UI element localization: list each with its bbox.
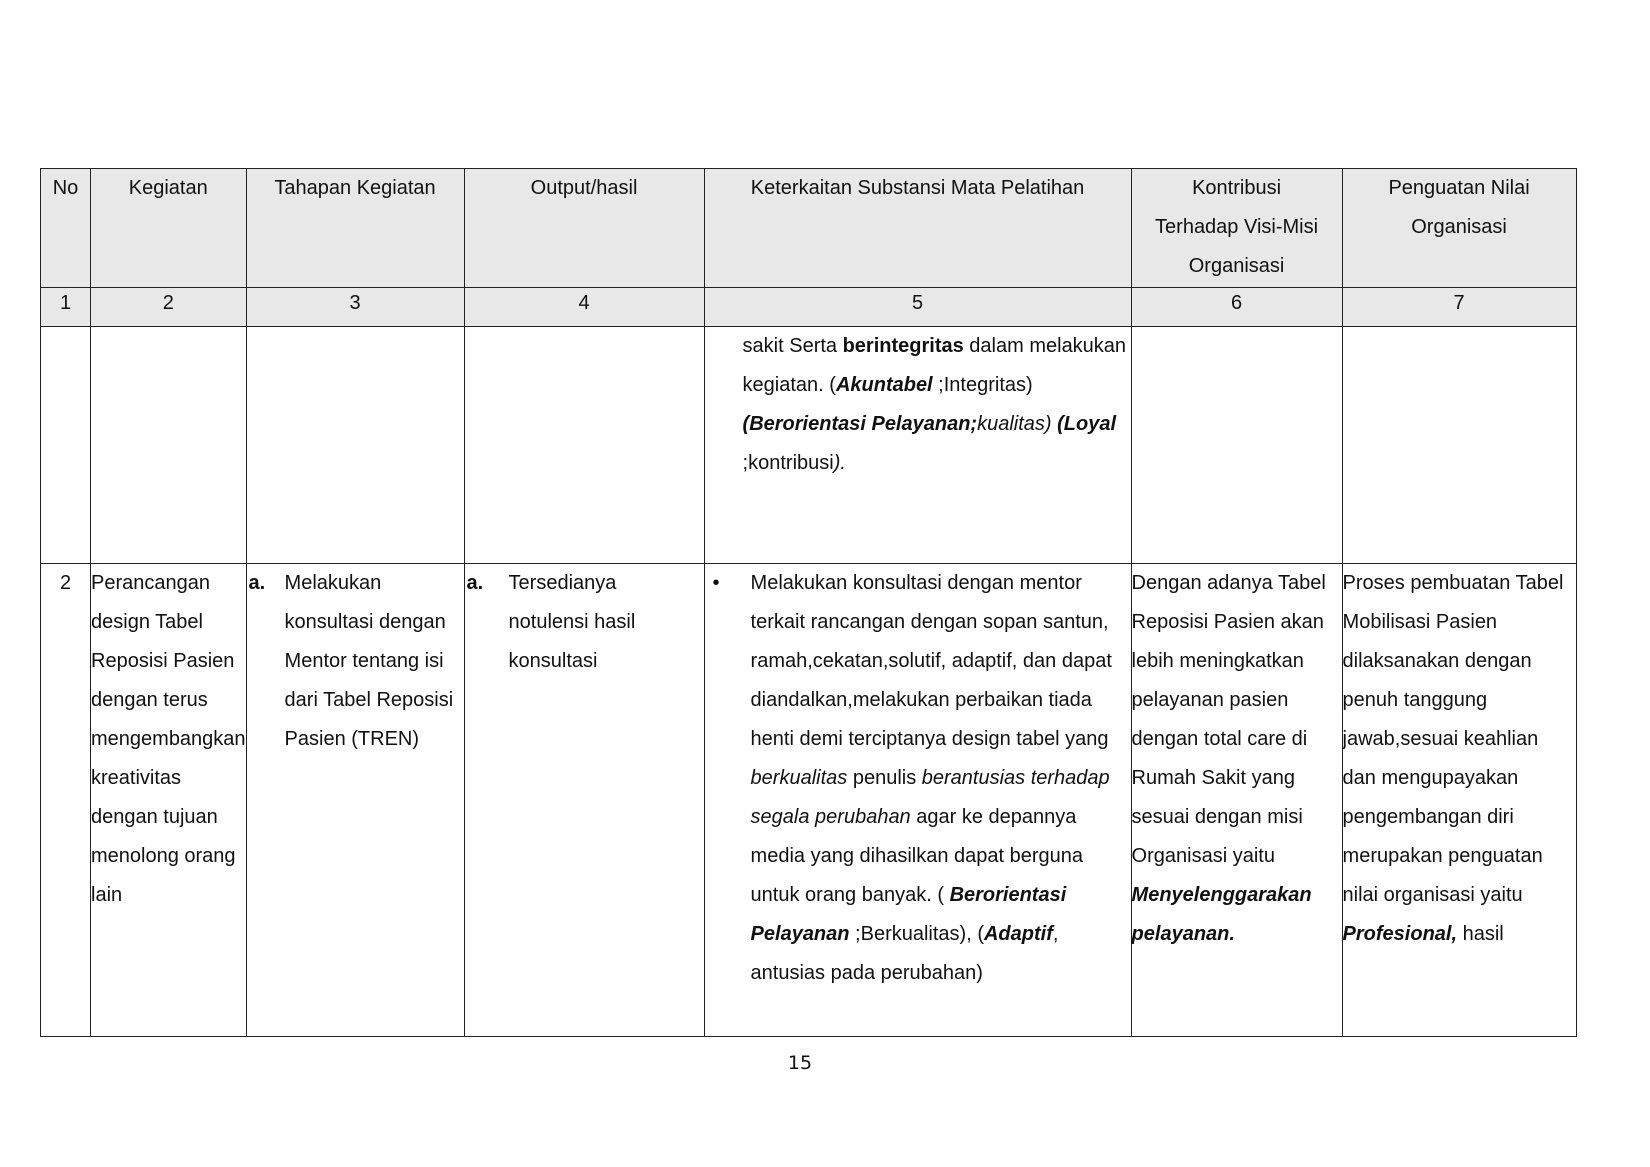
cell-empty [1342,327,1576,564]
text-run: , antusias pada perubahan) [750,923,1059,984]
text-run-bold-italic: Berorientasi Pelayanan [750,884,1067,945]
cell-keterkaitan [704,564,1131,1037]
table-row-2 [41,564,1577,1037]
column-number: 3 [246,288,464,327]
text-run-bold-italic: (Loyal [1057,413,1117,435]
text-run-bold: berintegritas [842,335,964,357]
page-number: 15 [787,1052,813,1074]
text-run-italic: kualitas) [977,413,1058,435]
cell-tahapan [246,564,464,1037]
header-keterkaitan: Keterkaitan Substansi Mata Pelatihan [704,169,1131,288]
column-number: 6 [1131,288,1342,327]
column-number: 5 [704,288,1131,327]
text-run: Proses pembuatan Tabel Mobilisasi Pasien dilaksanakan dengan penuh tanggung jawab,sesuai keahlian dan mengupayakan pengembangan diri merupakan penguatan nilai organisasi yaitu [1342,572,1564,906]
cell-no: 2 [41,564,91,1037]
text-run-bold-italic: (Berorientasi Pelayanan; [742,413,978,435]
text-run: ;kontribusi [742,452,834,474]
output-text: Tersedianya notulensi hasil konsultasi [508,572,636,672]
text-run-bold-italic: Akuntabel [835,374,933,396]
list-marker: a. [248,572,266,594]
header-row [41,169,1577,288]
header-output: Output/hasil [464,169,704,288]
keterkaitan-text [751,564,1127,993]
text-run: Dengan adanya Tabel Reposisi Pasien akan lebih meningkatkan pelayanan pasien dengan total care di Rumah Sakit yang sesuai dengan misi Organisasi yaitu [1131,572,1326,867]
header-kontribusi: Kontribusi Terhadap Visi-Misi Organisasi [1131,169,1342,288]
cell-empty [91,327,247,564]
text-run: dalam melakukan kegiatan. ( [742,335,1127,396]
column-number-row [41,288,1577,327]
output-item [465,564,700,681]
keterkaitan-item [705,564,1127,993]
text-run: penulis [847,767,922,789]
text-run-italic: berkualitas [750,767,848,789]
text-run: agar ke depannya media yang dihasilkan dapat berguna untuk orang banyak. ( [750,806,1084,906]
cell-kegiatan: Perancangan design Tabel Reposisi Pasien dengan terus mengembangkan kreativitas dengan tujuan menolong orang lain [91,564,247,1037]
text-run: ;Berkualitas), ( [849,923,984,945]
header-kegiatan: Kegiatan [91,169,247,288]
text-run-italic: ). [833,452,846,474]
text-run: ;Integritas) [932,374,1033,396]
cell-empty [464,327,704,564]
column-number: 4 [464,288,704,327]
cell-penguatan [1342,564,1576,1037]
cell-keterkaitan-continued [704,327,1131,564]
header-penguatan: Penguatan Nilai Organisasi [1342,169,1576,288]
cell-empty [41,327,91,564]
column-number: 7 [1342,288,1576,327]
activity-table [40,168,1577,1037]
text-run-bold-italic: Menyelenggarakan pelayanan. [1131,884,1312,945]
header-no: No [41,169,91,288]
table-row-continuation [41,327,1577,564]
text-run: hasil [1457,923,1504,945]
tahapan-item [247,564,460,759]
text-run-bold-italic: Adaptif [983,923,1053,945]
keterkaitan-continued-text [705,327,1131,483]
cell-kontribusi [1131,564,1342,1037]
tahapan-text: Melakukan konsultasi dengan Mentor tentang isi dari Tabel Reposisi Pasien (TREN) [284,572,454,750]
header-tahapan: Tahapan Kegiatan [246,169,464,288]
text-run: sakit Serta [742,335,843,357]
cell-empty [246,327,464,564]
cell-empty [1131,327,1342,564]
cell-output [464,564,704,1037]
list-marker: a. [466,572,484,594]
text-run: Melakukan konsultasi dengan mentor terkait rancangan dengan sopan santun, ramah,cekatan,solutif, adaptif, dan dapat diandalkan,melakukan perbaikan tiada henti demi terciptanya design tabel yang [750,572,1112,750]
bullet-marker: • [712,572,720,594]
text-run-italic: berantusias terhadap segala perubahan [750,767,1110,828]
text-run-bold-italic: Profesional, [1342,923,1458,945]
column-number: 1 [41,288,91,327]
column-number: 2 [91,288,247,327]
